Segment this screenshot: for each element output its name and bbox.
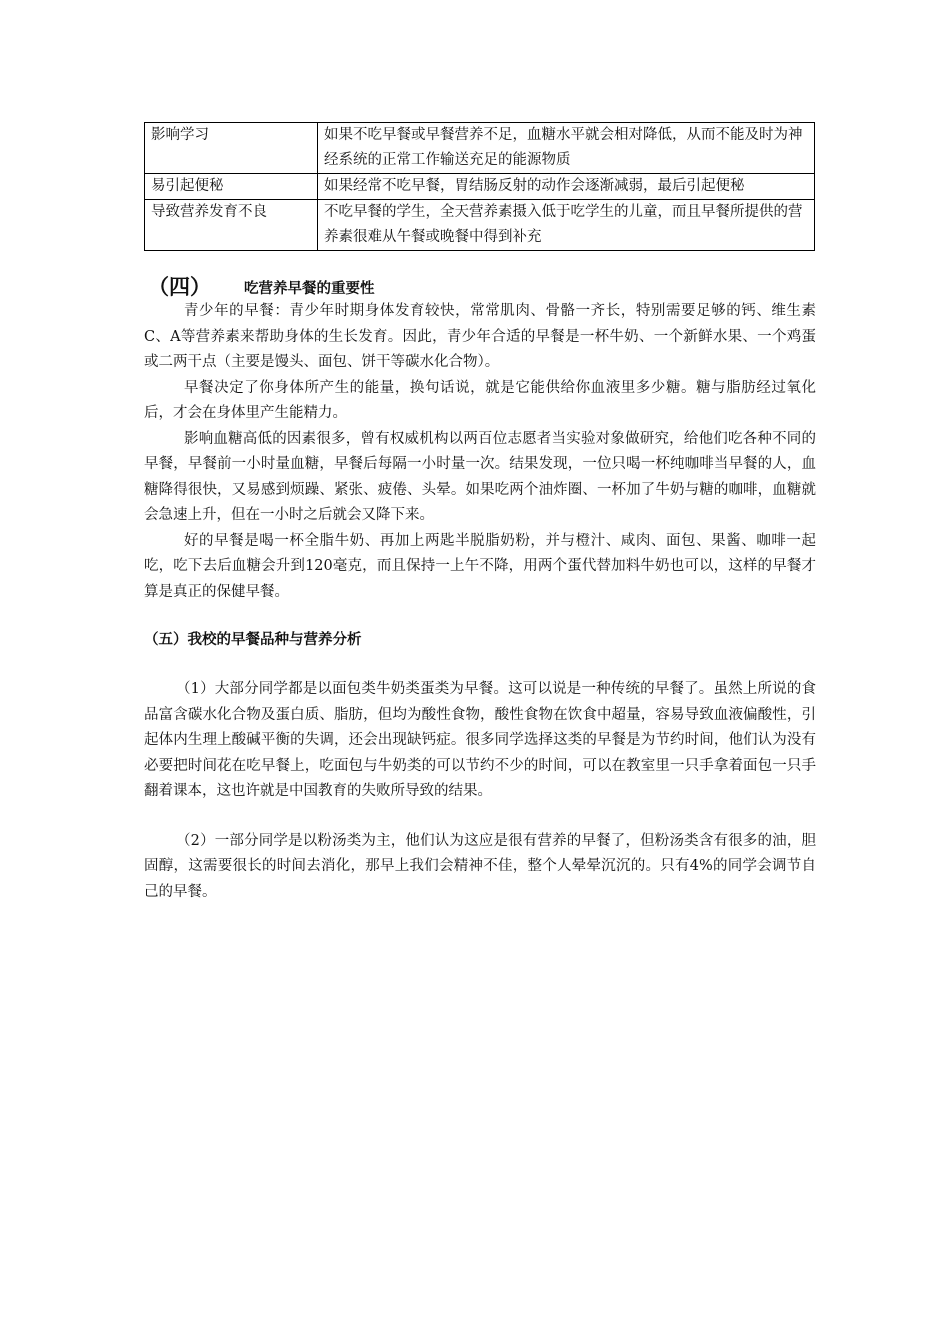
paragraph: 青少年的早餐：青少年时期身体发育较快，常常肌肉、骨骼一齐长，特别需要足够的钙、维生素C、A等营养素来帮助身体的生长发育。因此，青少年合适的早餐是一杯牛奶、一个新鲜水果、一个鸡蛋或二两干点（主要是馒头、面包、饼干等碳水化合物）。 [144, 303, 816, 370]
table-cell-value: 如果不吃早餐或早餐营养不足，血糖水平就会相对降低，从而不能及时为神经系统的正常工作输送充足的能源物质 [318, 123, 815, 174]
document-page [144, 122, 816, 905]
table-row [145, 123, 815, 174]
list-item: （1）大部分同学都是以面包类牛奶类蛋类为早餐。这可以说是一种传统的早餐了。虽然上所说的食品富含碳水化合物及蛋白质、脂肪，但均为酸性食物，酸性食物在饮食中超量，容易导致血液偏酸性，引起体内生理上酸碱平衡的失调，还会出现缺钙症。很多同学选择这类的早餐是为节约时间，他们认为没有必要把时间花在吃早餐上，吃面包与牛奶类的可以节约不少的时间，可以在教室里一只手拿着面包一只手翻着课本，这也许就是中国教育的失败所导致的结果。 [144, 681, 816, 799]
paragraph: 早餐决定了你身体所产生的能量，换句话说，就是它能供给你血液里多少糖。糖与脂肪经过氧化后，才会在身体里产生能精力。 [144, 379, 816, 421]
section-title: 吃营养早餐的重要性 [244, 281, 375, 297]
effects-table [144, 122, 815, 251]
table-cell-value: 如果经常不吃早餐，胃结肠反射的动作会逐渐减弱，最后引起便秘 [318, 174, 815, 200]
table-cell-key: 导致营养发育不良 [145, 200, 318, 251]
table-cell-value: 不吃早餐的学生，全天营养素摄入低于吃学生的儿童，而且早餐所提供的营养素很难从午餐或晚餐中得到补充 [318, 200, 815, 251]
section-number: （四） [148, 275, 211, 299]
table-cell-key: 影响学习 [145, 123, 318, 174]
paragraph: 好的早餐是喝一杯全脂牛奶、再加上两匙半脱脂奶粉，并与橙汁、咸肉、面包、果酱、咖啡一起吃，吃下去后血糖会升到120毫克，而且保持一上午不降，用两个蛋代替加料牛奶也可以，这样的早餐才算是真正的保健早餐。 [144, 532, 816, 600]
section-4-heading [144, 273, 816, 299]
spacer [144, 805, 816, 829]
table-row [145, 200, 815, 251]
table-cell-key: 易引起便秘 [145, 174, 318, 200]
section-5-heading: （五）我校的早餐品种与营养分析 [144, 632, 362, 648]
paragraph: 影响血糖高低的因素很多，曾有权威机构以两百位志愿者当实验对象做研究，给他们吃各种不同的早餐，早餐前一小时量血糖，早餐后每隔一小时量一次。结果发现，一位只喝一杯纯咖啡当早餐的人，血糖降得很快，又易感到烦躁、紧张、疲倦、头晕。如果吃两个油炸圈、一杯加了牛奶与糖的咖啡，血糖就会急速上升，但在一小时之后就会又降下来。 [144, 430, 816, 523]
list-item: （2）一部分同学是以粉汤类为主，他们认为这应是很有营养的早餐了，但粉汤类含有很多的油，胆固醇，这需要很长的时间去消化，那早上我们会精神不佳，整个人晕晕沉沉的。只有4%的同学会调节自己的早餐。 [144, 832, 816, 900]
table-row [145, 174, 815, 200]
spacer [144, 653, 816, 677]
